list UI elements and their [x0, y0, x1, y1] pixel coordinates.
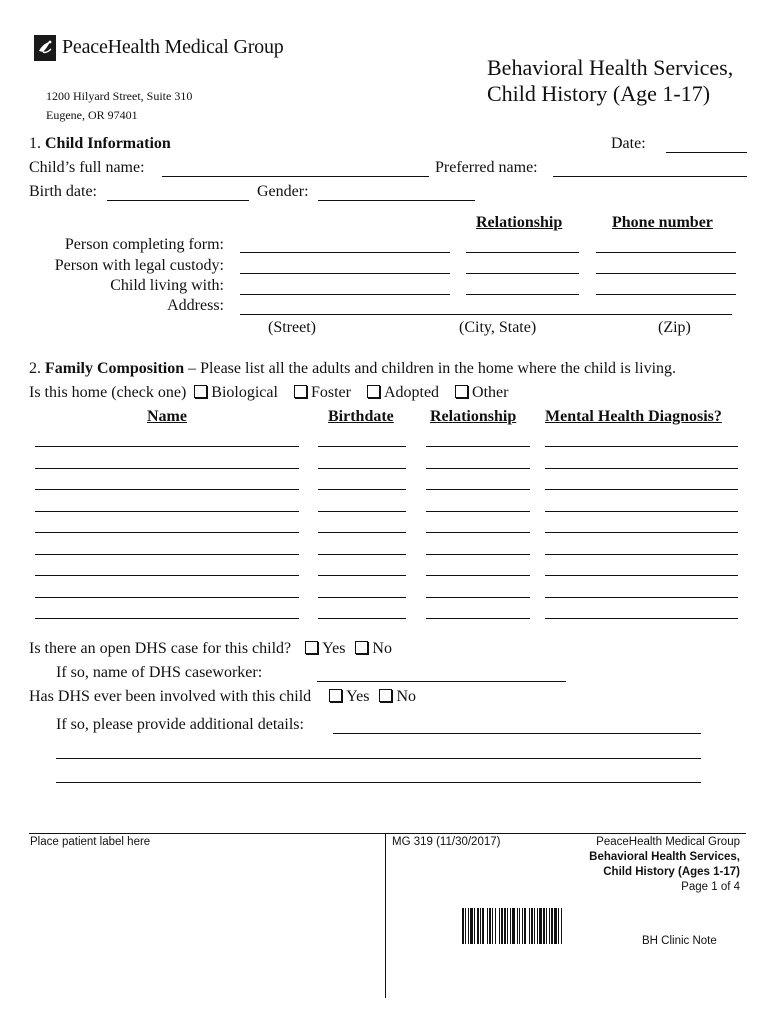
open-dhs-no-checkbox[interactable] — [355, 641, 368, 654]
family-row-5-relationship-field[interactable] — [426, 532, 530, 533]
bh-clinic-note-label: BH Clinic Note — [642, 935, 717, 947]
family-row-4-relationship-field[interactable] — [426, 511, 530, 512]
person-completing-relationship-field[interactable] — [466, 252, 579, 253]
adopted-checkbox[interactable] — [367, 385, 380, 398]
family-row-8-diagnosis-field[interactable] — [545, 597, 738, 598]
family-row-1-birthdate-field[interactable] — [318, 446, 406, 447]
family-row-6-name-field[interactable] — [35, 554, 299, 555]
patient-label-placeholder: Place patient label here — [30, 836, 151, 848]
peacehealth-logo-icon — [34, 35, 56, 61]
legal-custody-name-field[interactable] — [240, 273, 450, 274]
child-living-label: Child living with: — [110, 277, 224, 294]
family-row-9-relationship-field[interactable] — [426, 618, 530, 619]
additional-details-field-3[interactable] — [56, 782, 701, 783]
open-dhs-row — [29, 640, 392, 658]
date-field[interactable] — [666, 152, 747, 153]
footer-title-line2: Child History (Ages 1-17) — [603, 866, 740, 878]
family-row-4-birthdate-field[interactable] — [318, 511, 406, 512]
other-checkbox[interactable] — [455, 385, 468, 398]
legal-custody-relationship-field[interactable] — [466, 273, 579, 274]
caseworker-field[interactable] — [317, 681, 566, 682]
dhs-involved-row — [29, 688, 416, 706]
family-row-6-birthdate-field[interactable] — [318, 554, 406, 555]
org-name: PeaceHealth Medical Group — [62, 36, 284, 58]
page-number: Page 1 of 4 — [681, 881, 740, 893]
other-option-label: Other — [472, 384, 509, 401]
dhs-involved-no-label: No — [396, 688, 417, 705]
child-living-relationship-field[interactable] — [466, 294, 579, 295]
foster-checkbox[interactable] — [294, 385, 307, 398]
caseworker-label: If so, name of DHS caseworker: — [56, 664, 263, 681]
relationship-column-header: Relationship — [476, 214, 563, 231]
diagnosis-column-header: Mental Health Diagnosis? — [545, 408, 722, 425]
section2-title: Family Composition — [45, 360, 185, 377]
footer-org-name: PeaceHealth Medical Group — [596, 836, 740, 848]
name-column-header: Name — [147, 408, 187, 425]
family-row-5-diagnosis-field[interactable] — [545, 532, 738, 533]
date-label: Date: — [611, 135, 646, 152]
family-row-8-name-field[interactable] — [35, 597, 299, 598]
family-row-9-birthdate-field[interactable] — [318, 618, 406, 619]
additional-details-label: If so, please provide additional details: — [56, 716, 304, 733]
family-row-3-birthdate-field[interactable] — [318, 489, 406, 490]
legal-custody-label: Person with legal custody: — [54, 257, 224, 274]
biological-option-label: Biological — [211, 384, 278, 401]
phone-column-header: Phone number — [612, 214, 713, 231]
section2-number: 2. — [29, 360, 41, 377]
form-code: MG 319 (11/30/2017) — [392, 836, 501, 848]
family-row-2-diagnosis-field[interactable] — [545, 468, 738, 469]
person-completing-phone-field[interactable] — [596, 252, 736, 253]
family-row-5-birthdate-field[interactable] — [318, 532, 406, 533]
family-row-7-name-field[interactable] — [35, 575, 299, 576]
family-row-2-name-field[interactable] — [35, 468, 299, 469]
family-row-7-diagnosis-field[interactable] — [545, 575, 738, 576]
relationship-column-header-2: Relationship — [430, 408, 517, 425]
family-row-6-relationship-field[interactable] — [426, 554, 530, 555]
zip-caption: (Zip) — [658, 319, 691, 336]
address-line1: 1200 Hilyard Street, Suite 310 — [46, 89, 193, 103]
family-row-3-relationship-field[interactable] — [426, 489, 530, 490]
section2-heading — [29, 360, 676, 378]
preferred-name-field[interactable] — [553, 176, 747, 177]
section1-heading — [29, 135, 171, 153]
home-type-row — [29, 384, 508, 402]
city-state-caption: (City, State) — [459, 319, 537, 336]
family-row-7-birthdate-field[interactable] — [318, 575, 406, 576]
family-row-4-diagnosis-field[interactable] — [545, 511, 738, 512]
family-row-1-relationship-field[interactable] — [426, 446, 530, 447]
family-row-8-birthdate-field[interactable] — [318, 597, 406, 598]
family-row-3-name-field[interactable] — [35, 489, 299, 490]
footer-divider — [29, 833, 746, 834]
address-field[interactable] — [240, 314, 732, 315]
street-caption: (Street) — [268, 319, 316, 336]
person-completing-name-field[interactable] — [240, 252, 450, 253]
home-type-label: Is this home (check one) — [29, 384, 187, 401]
family-row-2-birthdate-field[interactable] — [318, 468, 406, 469]
address-label: Address: — [167, 297, 224, 314]
child-living-phone-field[interactable] — [596, 294, 736, 295]
family-row-6-diagnosis-field[interactable] — [545, 554, 738, 555]
dhs-involved-question: Has DHS ever been involved with this child — [29, 688, 312, 705]
section1-number: 1. — [29, 135, 41, 152]
dhs-involved-yes-checkbox[interactable] — [329, 689, 342, 702]
family-row-8-relationship-field[interactable] — [426, 597, 530, 598]
family-row-4-name-field[interactable] — [35, 511, 299, 512]
family-row-1-name-field[interactable] — [35, 446, 299, 447]
birth-date-field[interactable] — [107, 200, 249, 201]
form-title-line2: Child History (Age 1-17) — [487, 81, 711, 106]
section1-title: Child Information — [45, 135, 171, 152]
person-completing-label: Person completing form: — [64, 236, 224, 253]
barcode-image — [462, 908, 606, 946]
section2-intro: – Please list all the adults and children in the home where the child is living. — [184, 360, 677, 377]
additional-details-field-1[interactable] — [333, 733, 701, 734]
full-name-field[interactable] — [162, 176, 429, 177]
additional-details-field-2[interactable] — [56, 758, 701, 759]
legal-custody-phone-field[interactable] — [596, 273, 736, 274]
family-row-2-relationship-field[interactable] — [426, 468, 530, 469]
birthdate-column-header: Birthdate — [328, 408, 394, 425]
family-row-9-name-field[interactable] — [35, 618, 299, 619]
family-row-5-name-field[interactable] — [35, 532, 299, 533]
family-row-7-relationship-field[interactable] — [426, 575, 530, 576]
open-dhs-question: Is there an open DHS case for this child? — [29, 640, 292, 657]
open-dhs-no-label: No — [372, 640, 392, 657]
dhs-involved-no-checkbox[interactable] — [379, 689, 392, 702]
gender-label: Gender: — [257, 183, 309, 200]
footer-vertical-divider — [385, 833, 386, 998]
open-dhs-yes-label: Yes — [322, 640, 346, 657]
gender-field[interactable] — [318, 200, 475, 201]
family-row-9-diagnosis-field[interactable] — [545, 618, 738, 619]
adopted-option-label: Adopted — [383, 384, 440, 401]
biological-checkbox[interactable] — [194, 385, 207, 398]
address-line2: Eugene, OR 97401 — [46, 108, 138, 122]
birth-date-label: Birth date: — [29, 183, 97, 200]
footer-title-line1: Behavioral Health Services, — [589, 851, 740, 863]
full-name-label: Child’s full name: — [29, 159, 145, 176]
foster-option-label: Foster — [310, 384, 351, 401]
open-dhs-yes-checkbox[interactable] — [305, 641, 318, 654]
dhs-involved-yes-label: Yes — [346, 688, 370, 705]
family-row-3-diagnosis-field[interactable] — [545, 489, 738, 490]
form-title-line1: Behavioral Health Services, — [487, 55, 734, 80]
family-row-1-diagnosis-field[interactable] — [545, 446, 738, 447]
child-living-name-field[interactable] — [240, 294, 450, 295]
preferred-name-label: Preferred name: — [435, 159, 538, 176]
